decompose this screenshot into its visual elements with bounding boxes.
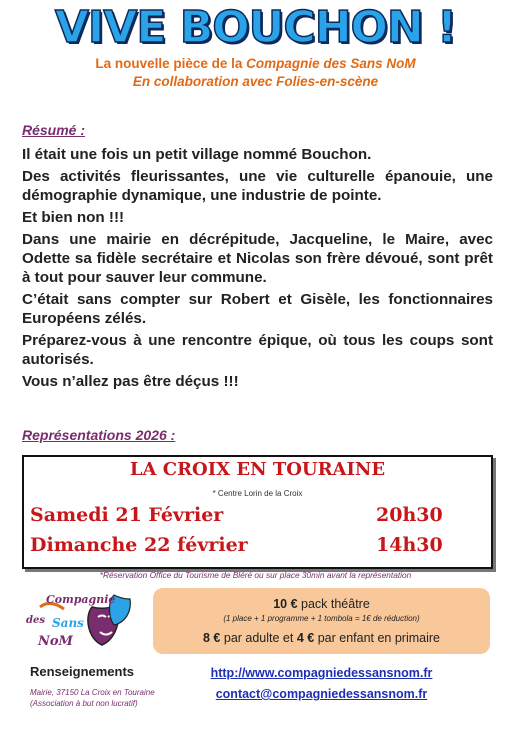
subtitle-prefix: La nouvelle pièce de la xyxy=(95,56,247,71)
resume-paragraph: Et bien non !!! xyxy=(22,209,125,226)
website-link[interactable]: http://www.compagniedessansnom.fr xyxy=(210,666,433,680)
poster-title: VIVE BOUCHON ! xyxy=(54,2,457,53)
email-link[interactable]: contact@compagniedessansnom.fr xyxy=(215,687,428,701)
contact-heading: Renseignements xyxy=(30,664,135,679)
representations-heading: Représentations 2026 : xyxy=(22,427,176,443)
pack-detail: (1 place + 1 programme + 1 tombola = 1€ de réduction) xyxy=(223,614,420,623)
resume-heading: Résumé : xyxy=(22,122,86,138)
pack-price: 10 € xyxy=(273,597,298,611)
performance-date: Samedi 21 Février xyxy=(30,504,224,526)
child-price: 4 € xyxy=(296,631,315,645)
association-note: (Association à but non lucratif) xyxy=(30,699,138,708)
adult-label: par adulte et xyxy=(220,631,297,645)
logo-line: des xyxy=(26,615,45,626)
pack-label: pack théâtre xyxy=(297,597,370,611)
ticket-prices xyxy=(153,631,490,645)
performance-date: Dimanche 22 février xyxy=(30,534,248,556)
address-line: Mairie, 37150 La Croix en Touraine xyxy=(30,688,155,697)
adult-price: 8 € xyxy=(203,631,221,645)
pack-line xyxy=(153,597,490,611)
child-label: par enfant en primaire xyxy=(314,631,440,645)
collaboration-line: En collaboration avec Folies-en-scène xyxy=(132,74,379,89)
logo-line: NoM xyxy=(38,634,73,649)
venue-note: * Centre Lorin de la Croix xyxy=(212,489,303,498)
logo-line: Sans xyxy=(52,616,84,630)
resume-paragraph: Des activités fleurissantes, une vie culturelle épanouie, une démographie dynamique, une industrie de pointe. xyxy=(22,168,493,204)
resume-paragraph: Dans une mairie en décrépitude, Jacqueline, le Maire, avec Odette sa fidèle secrétaire et Nicolas son frère dévoué, sont prêt à tout pour sauver leur commune. xyxy=(22,231,493,286)
reservation-note: *Réservation Office du Tourisme de Bléré ou sur place 30min avant la représentation xyxy=(99,570,412,580)
company-name: Compagnie des Sans NoM xyxy=(246,56,416,71)
price-box xyxy=(153,588,490,654)
resume-body xyxy=(22,145,493,394)
performance-time: 14h30 xyxy=(376,534,443,556)
resume-paragraph: Vous n’allez pas être déçus !!! xyxy=(22,373,239,390)
location-title: LA CROIX EN TOURAINE xyxy=(129,459,386,480)
resume-paragraph: Préparez-vous à une rencontre épique, où tous les coups sont autorisés. xyxy=(22,332,493,368)
resume-paragraph: C’était sans compter sur Robert et Gisèle, les fonctionnaires Européens zélés. xyxy=(22,291,493,327)
performance-time: 20h30 xyxy=(376,504,443,526)
company-logo xyxy=(22,587,134,655)
subtitle xyxy=(0,56,511,71)
logo-line: Compagnie xyxy=(46,593,116,606)
theatre-masks-icon xyxy=(22,587,134,655)
resume-paragraph: Il était une fois un petit village nommé Bouchon. xyxy=(22,146,372,163)
performances-box xyxy=(22,455,493,569)
address xyxy=(30,687,155,709)
